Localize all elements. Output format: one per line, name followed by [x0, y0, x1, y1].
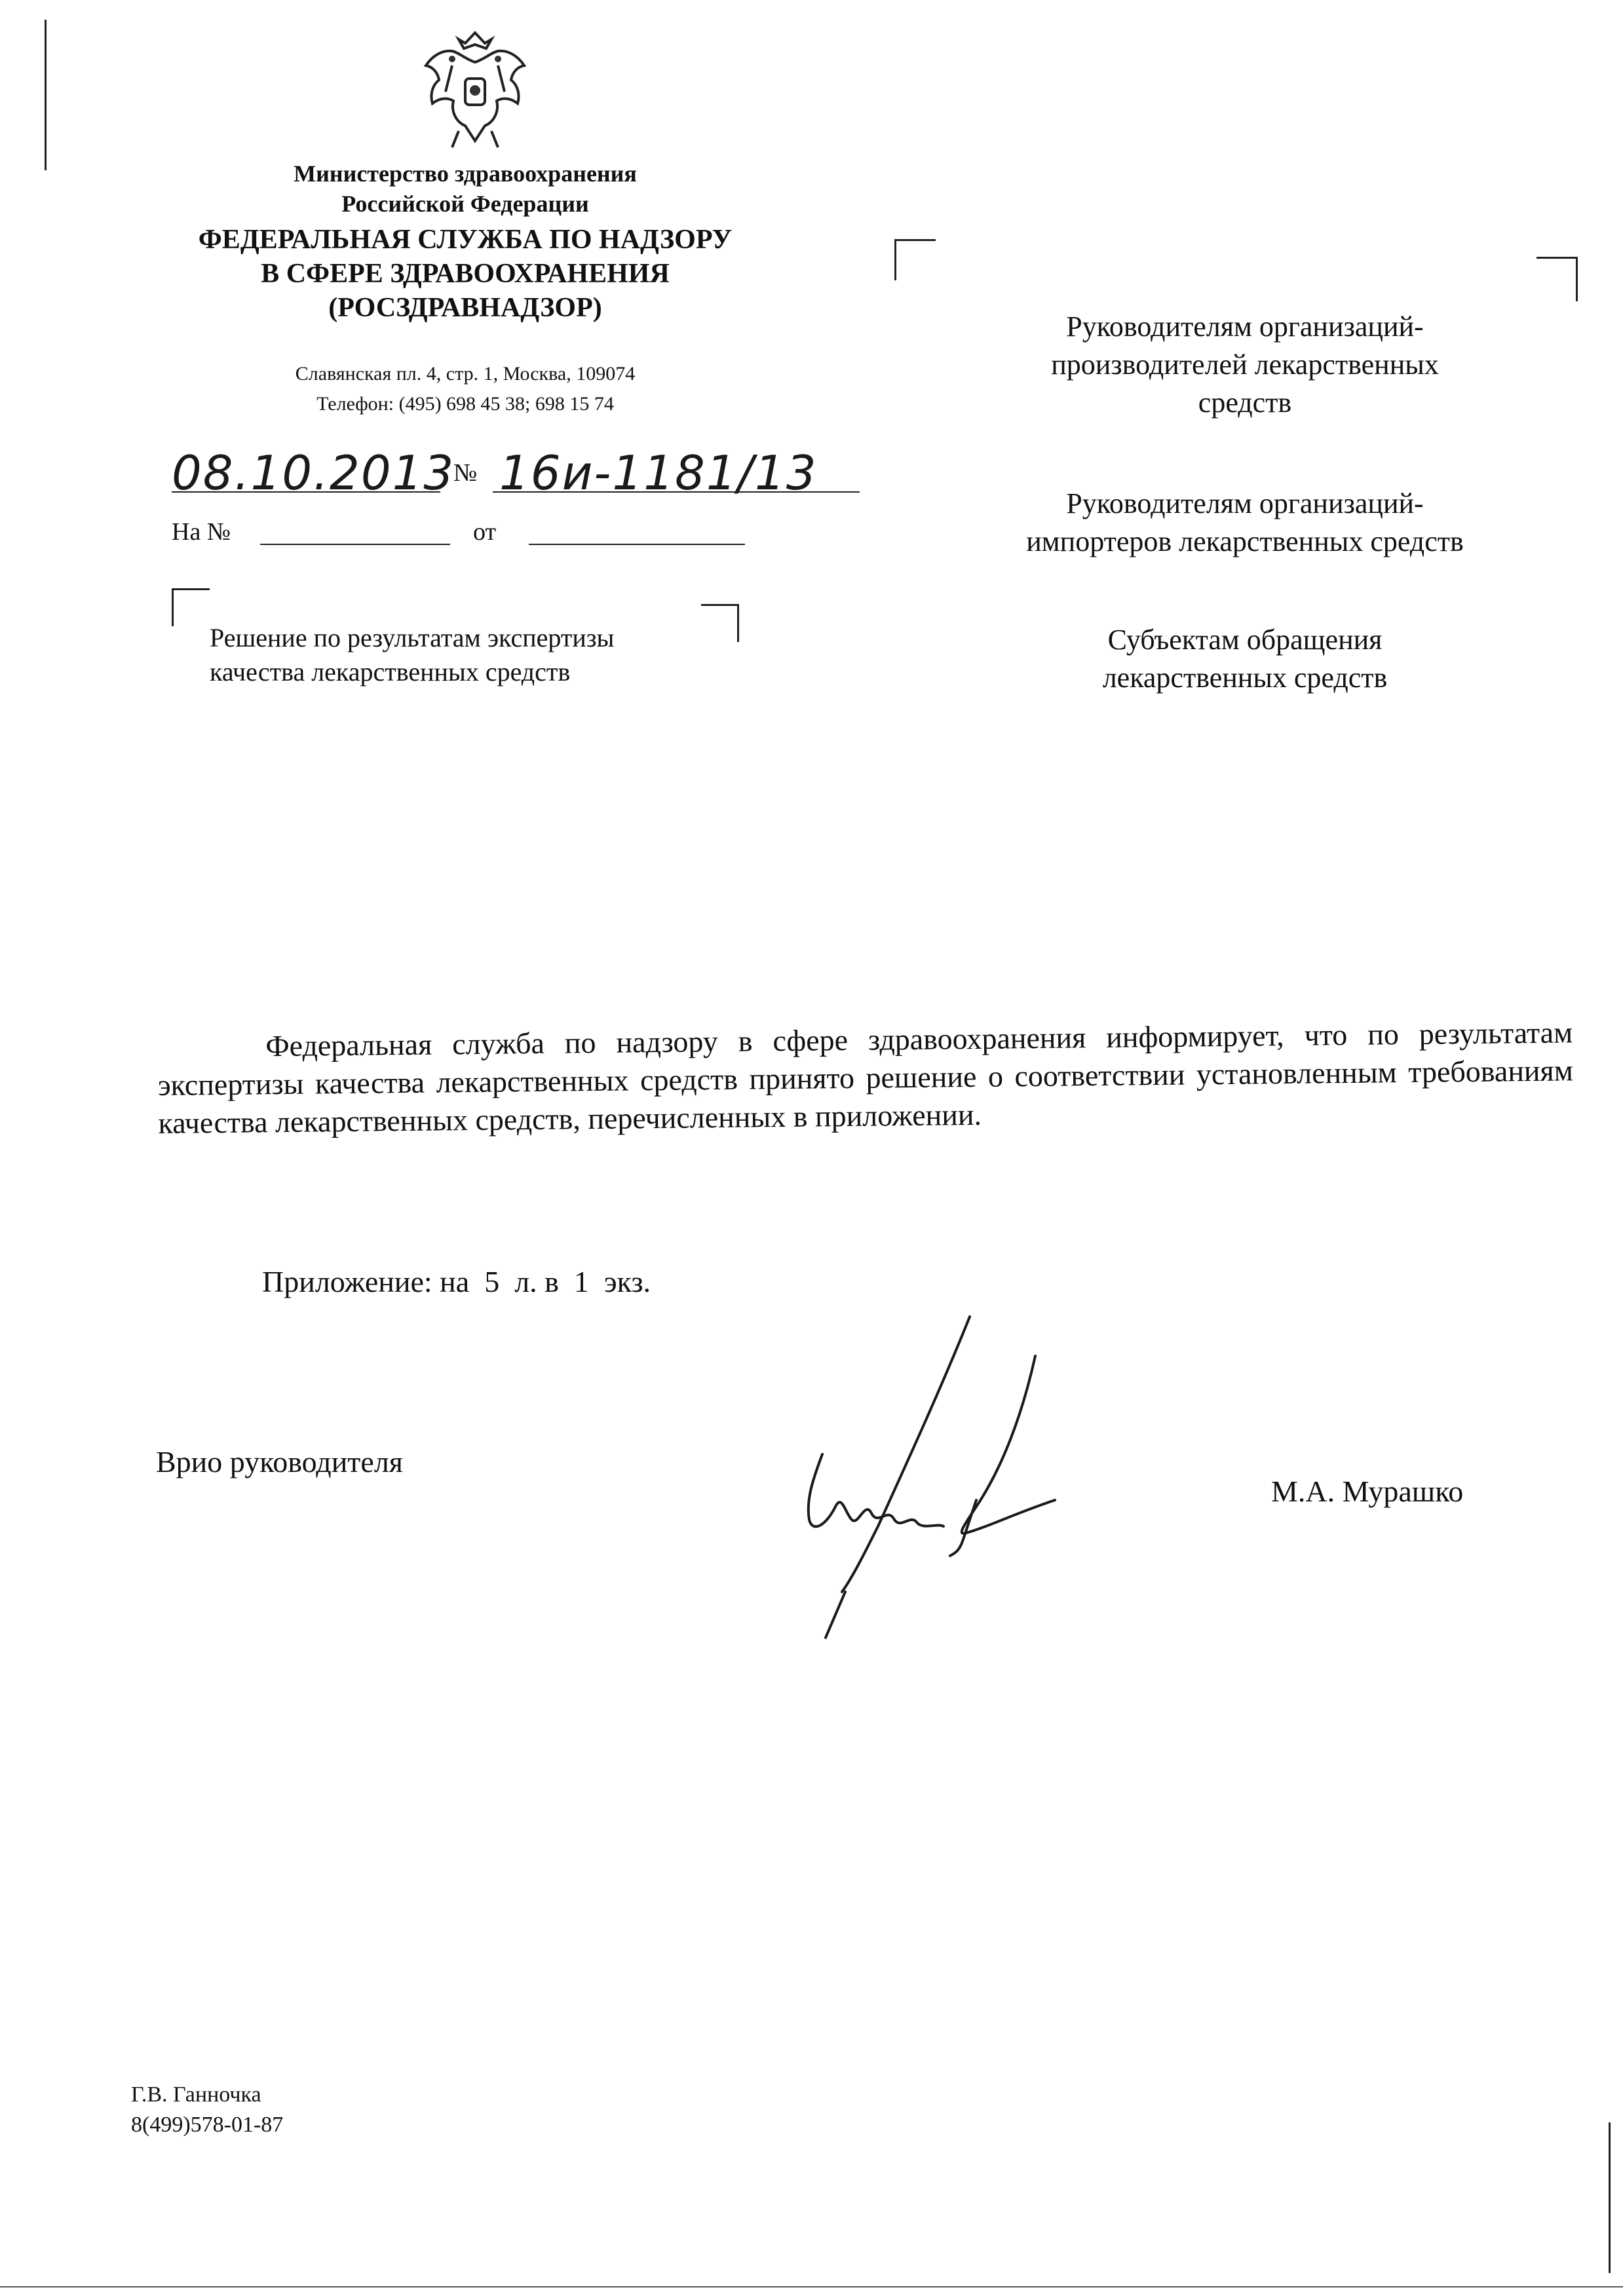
- addressee-1-line-2: производителей лекарственных: [1051, 348, 1439, 381]
- addressee-3-line-1: Субъектам обращения: [1107, 624, 1383, 656]
- address-line: Славянская пл. 4, стр. 1, Москва, 109074: [295, 363, 636, 385]
- executor-info: [131, 2080, 283, 2140]
- service-line-1: ФЕДЕРАЛЬНАЯ СЛУЖБА ПО НАДЗОРУ: [198, 225, 733, 255]
- reply-from-label: от: [473, 518, 497, 546]
- coat-of-arms-emblem: [413, 26, 537, 157]
- executor-name: Г.В. Ганночка: [131, 2082, 261, 2107]
- signer-position: Врио руководителя: [156, 1445, 403, 1478]
- number-underline: [493, 491, 860, 493]
- reply-row: [172, 518, 497, 546]
- addressee-bracket-left: [894, 239, 936, 280]
- addressee-1-line-3: средств: [1198, 386, 1292, 419]
- attachment-note: Приложение: на 5 л. в 1 экз.: [262, 1265, 651, 1298]
- service-name: [157, 223, 773, 325]
- subject-line-1: Решение по результатам экспертизы: [210, 623, 615, 652]
- ministry-line-1: Министерство здравоохранения: [294, 160, 637, 187]
- registration-number: 16и-1181/13: [499, 445, 818, 500]
- scan-edge-left: [45, 20, 47, 170]
- registration-row: [172, 445, 892, 498]
- handwritten-signature: [780, 1304, 1147, 1644]
- registration-date: 08.10.2013: [172, 445, 455, 500]
- letter-body: Федеральная служба по надзору в сфере здравоохранения информирует, что по результатам экспертизы качества лекарственных средств принято решение о соответствии установленным требованиям качества лекарственных средств, перечисленных в приложении.: [157, 1015, 1574, 1140]
- number-sign: №: [453, 459, 478, 487]
- addressee-1-line-1: Руководителям организаций-: [1066, 311, 1424, 343]
- signer-name: М.А. Мурашко: [1271, 1475, 1464, 1508]
- date-underline: [172, 491, 440, 493]
- phone-line: Телефон: (495) 698 45 38; 698 15 74: [316, 393, 614, 415]
- subject-line-2: качества лекарственных средств: [210, 657, 571, 687]
- scan-edge-bottom: [0, 2286, 1623, 2287]
- addressee-2-line-1: Руководителям организаций-: [1066, 487, 1424, 519]
- addressee-3-line-2: лекарственных средств: [1102, 662, 1388, 694]
- addressee-2-line-2: импортеров лекарственных средств: [1026, 525, 1464, 557]
- service-line-3: (РОСЗДРАВНАДЗОР): [328, 293, 602, 323]
- ministry-line-2: Российской Федерации: [341, 191, 589, 217]
- subject-bracket-right: [701, 604, 739, 642]
- ministry-name: [157, 159, 773, 219]
- letter-subject: [210, 621, 614, 689]
- addressee-producers: [917, 308, 1573, 422]
- scan-edge-right: [1609, 2122, 1611, 2273]
- executor-phone: 8(499)578-01-87: [131, 2113, 284, 2137]
- reply-label: На №: [172, 518, 231, 546]
- service-line-2: В СФЕРЕ ЗДРАВООХРАНЕНИЯ: [261, 259, 670, 289]
- addressee-subjects: [917, 621, 1573, 697]
- reply-date-blank: [529, 544, 745, 545]
- addressee-bracket-right: [1537, 257, 1578, 301]
- subject-bracket-left: [172, 588, 210, 626]
- addressee-importers: [917, 485, 1573, 561]
- reply-number-blank: [260, 544, 450, 545]
- service-address: [157, 359, 773, 419]
